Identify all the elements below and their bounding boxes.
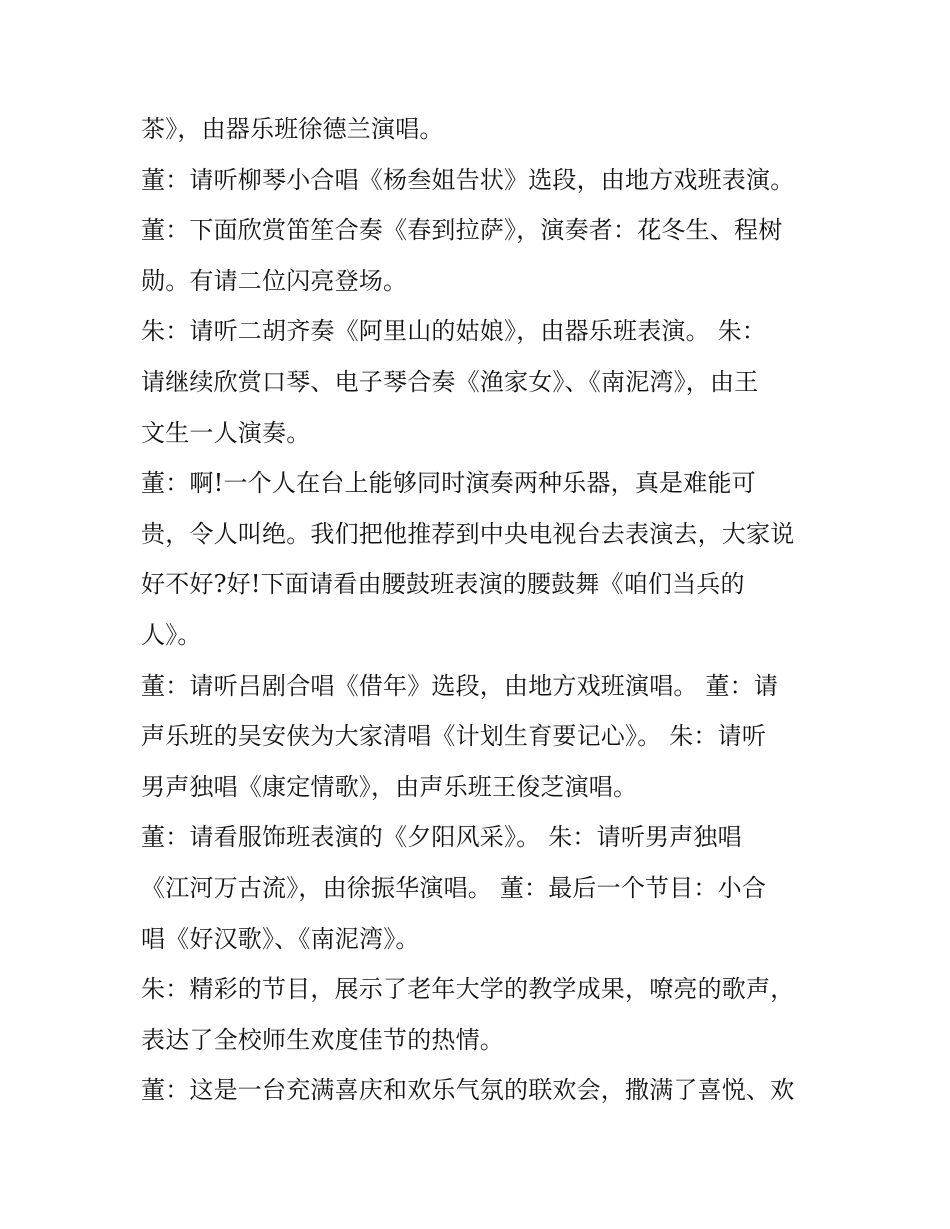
text-line: 董：啊!一个人在台上能够同时演奏两种乐器，真是难能可 xyxy=(141,469,756,498)
text-line: 人》。 xyxy=(141,620,202,649)
text-line: 贵，令人叫绝。我们把他推荐到中央电视台去表演去，大家说 xyxy=(141,519,795,548)
text-line: 好不好?好!下面请看由腰鼓班表演的腰鼓舞《咱们当兵的 xyxy=(141,570,745,599)
text-line: 朱：请听二胡齐奏《阿里山的姑娘》，由器乐班表演。 朱： xyxy=(141,317,767,346)
text-line: 请继续欣赏口琴、电子琴合奏《渔家女》、《南泥湾》，由王 xyxy=(141,367,759,396)
text-line: 董：下面欣赏笛笙合奏《春到拉萨》，演奏者：花冬生、程树 xyxy=(141,216,783,245)
document-body xyxy=(141,104,831,1116)
text-line: 董：请听吕剧合唱《借年》选段，由地方戏班演唱。 董：请 xyxy=(141,671,779,700)
text-line: 《江河万古流》，由徐振华演唱。 董：最后一个节目：小合 xyxy=(141,873,767,902)
text-line: 唱《好汉歌》、《南泥湾》。 xyxy=(141,924,420,953)
text-line: 声乐班的吴安侠为大家清唱《计划生育要记心》。 朱：请听 xyxy=(141,722,767,751)
text-line: 董：请听柳琴小合唱《杨叁姐告状》选段，由地方戏班表演。 xyxy=(141,165,795,194)
text-line: 男声独唱《康定情歌》，由声乐班王俊芝演唱。 xyxy=(141,772,638,801)
text-line: 董：请看服饰班表演的《夕阳风采》。 朱：请听男声独唱 xyxy=(141,823,742,852)
text-line: 朱：精彩的节目，展示了老年大学的教学成果，嘹亮的歌声， xyxy=(141,975,795,1004)
text-line: 勋。有请二位闪亮登场。 xyxy=(141,266,408,295)
text-line: 茶》，由器乐班徐德兰演唱。 xyxy=(141,115,444,143)
text-line: 董：这是一台充满喜庆和欢乐气氛的联欢会，撒满了喜悦、欢 xyxy=(141,1076,795,1105)
text-line: 表达了全校师生欢度佳节的热情。 xyxy=(141,1025,504,1054)
text-line: 文生一人演奏。 xyxy=(141,418,311,447)
